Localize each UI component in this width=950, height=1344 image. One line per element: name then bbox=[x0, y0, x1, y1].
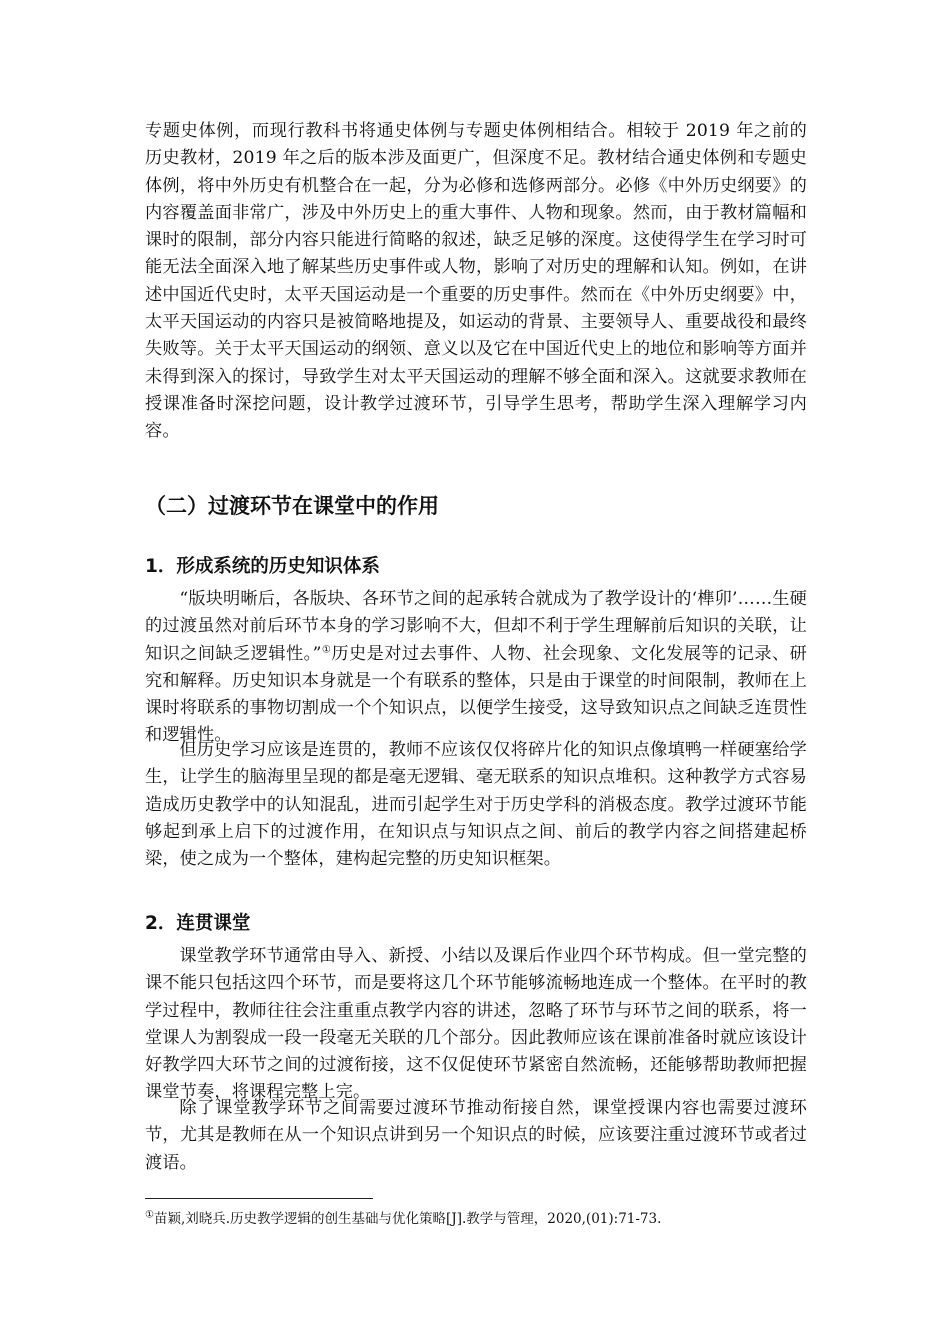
subsection-2-heading: 2．连贯课堂 bbox=[145, 913, 251, 934]
footnote-reference[interactable]: ① bbox=[321, 643, 332, 655]
subsection-1-paragraph-2: 但历史学习应该是连贯的，教师不应该仅仅将碎片化的知识点像填鸭一样硬塞给学生，让学生的脑海里呈现的都是毫无逻辑、毫无联系的知识点堆积。这种教学方式容易造成历史教学中的认知混乱，进而引起学生对于历史学科的消极态度。教学过渡环节能够起到承上启下的过渡作用，在知识点与知识点之间、前后的教学内容之间搭建起桥梁，使之成为一个整体，建构起完整的历史知识框架。 bbox=[145, 740, 807, 870]
footnote bbox=[145, 1209, 661, 1229]
footnote-text: 苗颖,刘晓兵.历史教学逻辑的创生基础与优化策略[J].教学与管理，2020,(01):71-73. bbox=[153, 1211, 662, 1227]
subsection-2-paragraph-2: 除了课堂教学环节之间需要过渡环节推动衔接自然，课堂授课内容也需要过渡环节，尤其是教师在从一个知识点讲到另一个知识点的时候，应该要注重过渡环节或者过渡语。 bbox=[145, 1098, 807, 1173]
quote-text: “版块明晰后，各版块、各环节之间的起承转合就成为了教学设计的‘榫卯’……生硬的过渡虽然对前后环节本身的学习影响不大，但却不利于学生理解前后知识的关联，让知识之间缺乏逻辑性。” bbox=[145, 589, 807, 664]
section-heading: （二）过渡环节在课堂中的作用 bbox=[145, 494, 439, 518]
body-text: 历史是对过去事件、人物、社会现象、文化发展等的记录、研究和解释。历史知识本身就是一个有联系的整体，只是由于课堂的时间限制，教师在上课时将联系的事物切割成一个个知识点，以便学生接受，这导致知识点之间缺乏连贯性和逻辑性。 bbox=[145, 643, 807, 746]
subsection-1-paragraph-1 bbox=[145, 586, 807, 750]
footnote-divider bbox=[145, 1198, 373, 1199]
subsection-1-heading: 1．形成系统的历史知识体系 bbox=[145, 556, 380, 577]
subsection-2-paragraph-1: 课堂教学环节通常由导入、新授、小结以及课后作业四个环节构成。但一堂完整的课不能只包括这四个环节，而是要将这几个环节能够流畅地连成一个整体。在平时的教学过程中，教师往往会注重重点教学内容的讲述，忽略了环节与环节之间的联系，将一堂课人为割裂成一段一段毫无关联的几个部分。因此教师应该在课前准备时就应该设计好教学四大环节之间的过渡衔接，这不仅促使环节紧密自然流畅，还能够帮助教师把握课堂节奏，将课程完整上完。 bbox=[145, 946, 807, 1103]
footnote-marker: ① bbox=[145, 1209, 154, 1221]
intro-paragraph: 专题史体例，而现行教科书将通史体例与专题史体例相结合。相较于 2019 年之前的历史教材，2019 年之后的版本涉及面更广，但深度不足。教材结合通史体例和专题史体例，将中外历史有机整合在一起，分为必修和选修两部分。必修《中外历史纲要》的内容覆盖面非常广，涉及中外历史上的重大事件、人物和现象。然而，由于教材篇幅和课时的限制，部分内容只能进行简略的叙述，缺乏足够的深度。这使得学生在学习时可能无法全面深入地了解某些历史事件或人物，影响了对历史的理解和认知。例如，在讲述中国近代史时，太平天国运动是一个重要的历史事件。然而在《中外历史纲要》中，太平天国运动的内容只是被简略地提及，如运动的背景、主要领导人、重要战役和最终失败等。关于太平天国运动的纲领、意义以及它在中国近代史上的地位和影响等方面并未得到深入的探讨，导致学生对太平天国运动的理解不够全面和深入。这就要求教师在授课准备时深挖问题，设计教学过渡环节，引导学生思考，帮助学生深入理解学习内容。 bbox=[145, 121, 807, 442]
